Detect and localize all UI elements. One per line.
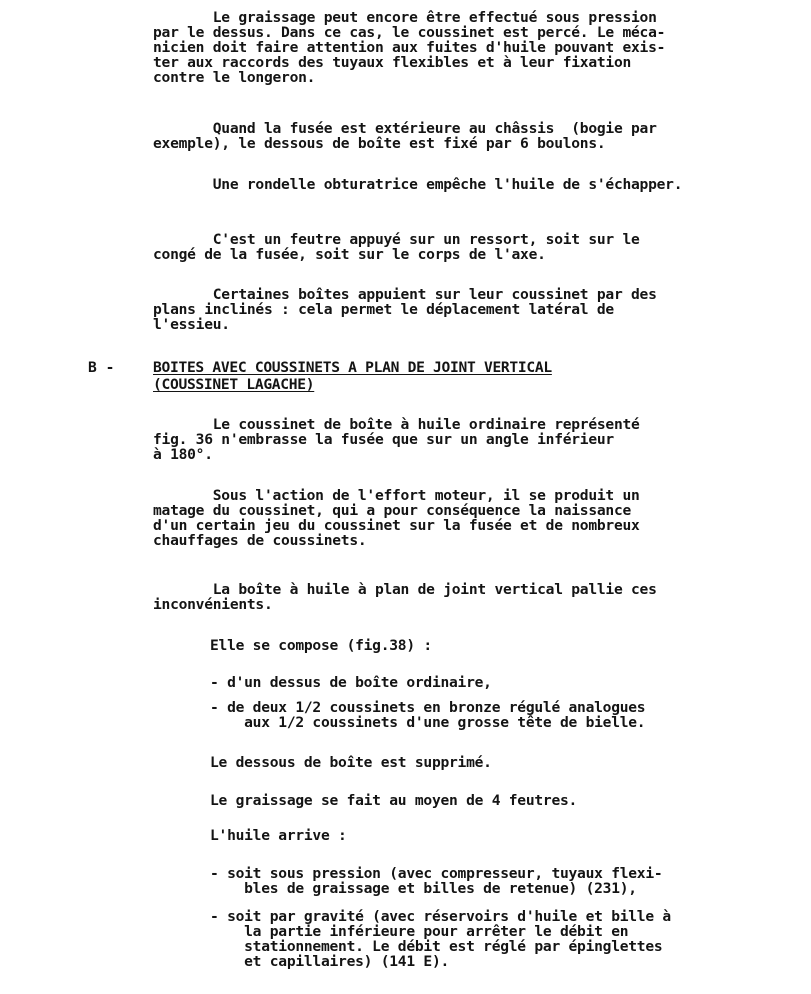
paragraph-inclined-planes: Certaines boîtes appuient sur leur coussinet par des plans inclinés : cela permet le déplacement latéral de l'essieu.	[153, 286, 657, 333]
paragraph-felt-spring: C'est un feutre appuyé sur un ressort, soit sur le congé de la fusée, soit sur le corps de l'axe.	[153, 231, 640, 263]
section-b-title: BOITES AVEC COUSSINETS A PLAN DE JOINT VERTICAL (COUSSINET LAGACHE)	[153, 359, 552, 393]
list-item-half-bearings: - de deux 1/2 coussinets en bronze régulé analogues aux 1/2 coussinets d'une grosse tête de bielle.	[210, 699, 646, 731]
paragraph-composition: Elle se compose (fig.38) :	[210, 637, 432, 654]
paragraph-vertical-joint: La boîte à huile à plan de joint vertical pallie ces inconvénients.	[153, 581, 657, 613]
paragraph-engine-effort: Sous l'action de l'effort moteur, il se produit un matage du coussinet, qui a pour conséquence la naissance d'un certain jeu du coussinet sur la fusée et de nombreux chauffages de coussinets.	[153, 487, 640, 549]
paragraph-bottom-removed: Le dessous de boîte est supprimé.	[210, 754, 492, 771]
list-item-top-box: - d'un dessus de boîte ordinaire,	[210, 674, 492, 691]
section-b-label: B -	[88, 359, 115, 376]
paragraph-lubrication-pressure: Le graissage peut encore être effectué sous pression par le dessus. Dans ce cas, le coussinet est percé. Le méca- nicien doit faire attention aux fuites d'huile pouvant exis- ter aux raccords des tuyaux flexibles et à leur fixation contre le longeron.	[153, 9, 666, 86]
paragraph-outer-journal: Quand la fusée est extérieure au châssis (bogie par exemple), le dessous de boîte est fixé par 6 boulons.	[153, 120, 657, 152]
paragraph-four-felts: Le graissage se fait au moyen de 4 feutres.	[210, 792, 578, 809]
list-item-under-pressure: - soit sous pression (avec compresseur, tuyaux flexi- bles de graissage et billes de retenue) (231),	[210, 865, 663, 897]
paragraph-oil-arrives: L'huile arrive :	[210, 827, 347, 844]
list-item-by-gravity: - soit par gravité (avec réservoirs d'huile et bille à la partie inférieure pour arrêter le débit en stationnement. Le débit est réglé par épinglettes et capillaires) (141 E).	[210, 908, 671, 970]
paragraph-sealing-washer: Une rondelle obturatrice empêche l'huile de s'échapper.	[153, 176, 683, 193]
paragraph-ordinary-bearing: Le coussinet de boîte à huile ordinaire représenté fig. 36 n'embrasse la fusée que sur un angle inférieur à 180°.	[153, 416, 640, 463]
